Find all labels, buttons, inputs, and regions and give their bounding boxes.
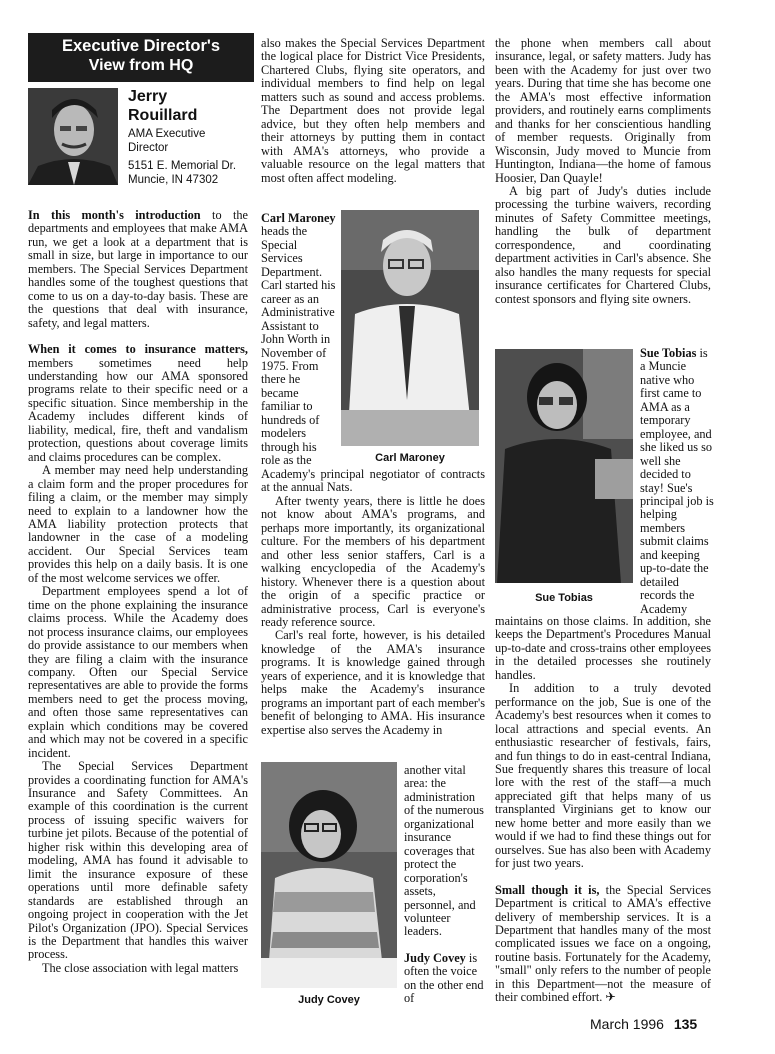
sue-full-text: maintains on those claims. In addition, she keeps the Department's Procedures Manual up-to-date and cross-trains other employees in the detailed processes she routinely handles. — [495, 614, 711, 682]
sue-intro — [640, 347, 714, 616]
column-2-carl-narrow — [261, 212, 337, 468]
footer-date: March 1996 — [590, 1016, 664, 1032]
author-title-line1: AMA Executive — [128, 128, 206, 140]
sue-caption: Sue Tobias — [535, 592, 593, 604]
column-2-judy-side — [404, 764, 486, 1006]
carl-caption: Carl Maroney — [375, 452, 445, 464]
sue-narrow-text: is a Muncie native who first came to AMA as a temporary employee, and she liked us so well she decided to stay! Sue's principal job is helping members submit claims and keeping up-to-date the detailed records the Academy — [640, 346, 714, 616]
author-address-line1: 5151 E. Memorial Dr. — [128, 160, 237, 172]
column-3-bottom — [495, 615, 711, 1005]
col1-p1-text: to the departments and employees that make AMA run, we get a look at a department that is small in size, but large in importance to our members. The Special Services Department handles some of the toughest questions that come to us on a day-to-day basis. These are the questions that deal with insurance, safety, and legal matters. — [28, 208, 248, 330]
carl-portrait-image — [341, 210, 479, 446]
judy-intro — [404, 952, 486, 1006]
col1-p1-lead: In this month's introduction — [28, 208, 201, 222]
col1-paragraph-3: A member may need help understanding a claim form and the proper procedures for filing a claim, or the member may simply need to explain to a landowner how the AMA liability protection protects that landowner in the case of a modeling accident. Our Special Services team provides this help on a daily basis. It is one of the most welcome services we offer. — [28, 463, 248, 585]
column-2-middle — [261, 468, 485, 737]
carl-lead: Carl Maroney — [261, 211, 336, 225]
col3-paragraph-big: A big part of Judy's duties include processing the turbine waivers, recording minutes of Safety Committee meetings, handling the bulk of department correspondence, and coordinating department activities in Carl's absence. She also handles the many requests for special insurance certificates for Chartered Clubs, contest sponsors and flying site owners. — [495, 183, 711, 306]
col1-paragraph-5: The Special Services Department provides a coordinating function for AMA's Insurance and Safety Committees. An example of this coordination is the current process of issuing specific waivers for turbine jet pilots. Because of the potential of higher risk within this developing area of modeling, AMA has found it advisable to limit the insurance exposure of these operations until more definable safety standards are established through an ongoing project in cooperation with the Jet Pilot's Organization (JPO). Special Services is the Department that handles this waiver process. — [28, 759, 248, 962]
col3-paragraph-small — [495, 884, 711, 1005]
col3-paragraph-addition: In addition to a truly devoted performance on the job, Sue is one of the Academy's best resources when it comes to local attractions and special events. An enthusiastic researcher of festivals, fairs, and fun things to do in east-central Indiana, Sue frequently shares this treasure of local lore with the rest of the staff—a much appreciated gift that helps many of us transplanted Virginians get to know our new home better and more easily than we would if we had to find these things out for ourselves. Sue has also been with Academy for just two years. — [495, 681, 711, 871]
col3-small-text: the Special Services Department is critical to AMA's effective delivery of membership services. It is a Department that handles many of the most complicated issues we face on a ongoing, routine basis. Fortunately for the Academy, "small" only refers to the number of people in this Department—not the measure of their combined effort. — [495, 882, 711, 1005]
column-2-top — [261, 37, 485, 185]
carl-maroney-photo — [341, 210, 479, 446]
author-portrait-image — [28, 88, 118, 185]
col1-p2-text: members sometimes need help understanding how our AMA sponsored programs relate to their specific need or a specific situation. Since membership in the Academy includes different kinds of liability, medical, fire, theft and vandalism protection, questions about coverage limits and claims procedures can be complex. — [28, 355, 248, 464]
col1-paragraph-4: Department employees spend a lot of time on the phone explaining the insurance claims process. While the Academy does not process insurance claims, our employees do provide assistance to our members when they are filing a claim with the insurance company. Often our Special Service representatives are able to provide the forms members need to get the process moving, and often those same representatives can explain which conditions may be covered and which may not be covered in a specific incident. — [28, 584, 248, 760]
author-first-name: Jerry — [128, 88, 168, 105]
col3-small-lead: Small though it is, — [495, 882, 600, 897]
author-photo — [28, 88, 118, 185]
author-address-line2: Muncie, IN 47302 — [128, 173, 219, 186]
col3-paragraph-top: the phone when members call about insurance, legal, or safety matters. Judy has been with the Academy for just over two years. During that time she has become one the AMA's most effective information providers, and routinely earns compliments and thanks for her conscientious handling of member requests. Originally from Wisconsin, Judy moved to Muncie from Huntington, Indiana—the home of famous Hoosier, Dan Quayle! — [495, 36, 711, 185]
judy-side-text: another vital area: the administration of the numerous organizational insurance coverages that protect the corporation's assets, personnel, and volunteer leaders. — [404, 763, 484, 939]
carl-intro — [261, 212, 337, 468]
col1-paragraph-6: The close association with legal matters — [42, 960, 239, 975]
page-number: 135 — [673, 1016, 698, 1032]
sue-tobias-photo — [495, 349, 633, 583]
col1-paragraph-1 — [28, 209, 248, 330]
column-3-top — [495, 37, 711, 306]
carl-narrow-text: heads the Special Services Department. Carl started his career as an Administrative Assistant to John Worth in November of 1975. From there he became familiar to hundreds of modelers through his role as the — [261, 224, 336, 468]
banner-title-line1: Executive Director's — [62, 37, 220, 55]
column-banner — [28, 33, 254, 82]
author-last-name: Rouillard — [128, 107, 198, 124]
sue-portrait-image — [495, 349, 633, 583]
judy-covey-photo — [261, 762, 397, 988]
judy-side-text-2: is often the voice on the other end of — [404, 950, 484, 1006]
author-title-line2: Director — [128, 141, 169, 154]
column-3-sue-narrow — [640, 347, 714, 616]
col1-paragraph-2 — [28, 343, 248, 464]
judy-lead: Judy Covey — [404, 950, 466, 965]
end-mark-icon: ✈ — [605, 990, 616, 1005]
col2-paragraph-top: also makes the Special Services Department the logical place for District Vice Presidents, Chartered Clubs, flying site operators, and individual members to find help on legal matters such as sound and access problems. The Department does not provide legal advice, but they often help members and their attorneys by putting them in contact with AMA's attorneys, who provide a valuable resource on the legal matters that most often affect modeling. — [261, 36, 485, 185]
page-footer — [590, 1015, 697, 1033]
carl-full-text: Academy's principal negotiator of contracts at the annual Nats. — [261, 467, 485, 495]
judy-caption: Judy Covey — [298, 994, 360, 1006]
author-name — [128, 87, 197, 125]
col2-paragraph-twenty: After twenty years, there is little he does not know about AMA's programs, and perhaps more importantly, its organizational culture. For the members of his department and other less senior staffers, Carl is a walking encyclopedia of the Academy's history. Whenever there is a question about the origin of a specific practice or administrative process, Carl is everyone's ready reference source. — [261, 493, 485, 629]
judy-portrait-image — [261, 762, 397, 988]
col2-paragraph-forte: Carl's real forte, however, is his detailed knowledge of the AMA's insurance programs. It is knowledge gained through years of experience, and it is knowledge that helps make the Academy's insurance programs an important part of each member's benefit of belonging to AMA. His insurance expertise also serves the Academy in — [261, 628, 485, 737]
col1-p2-lead: When it comes to insurance matters, — [28, 342, 248, 357]
banner-title-line2: View from HQ — [88, 57, 194, 74]
author-title — [128, 128, 205, 155]
sue-lead: Sue Tobias — [640, 346, 697, 360]
column-1 — [28, 209, 248, 1009]
author-address — [128, 160, 236, 187]
